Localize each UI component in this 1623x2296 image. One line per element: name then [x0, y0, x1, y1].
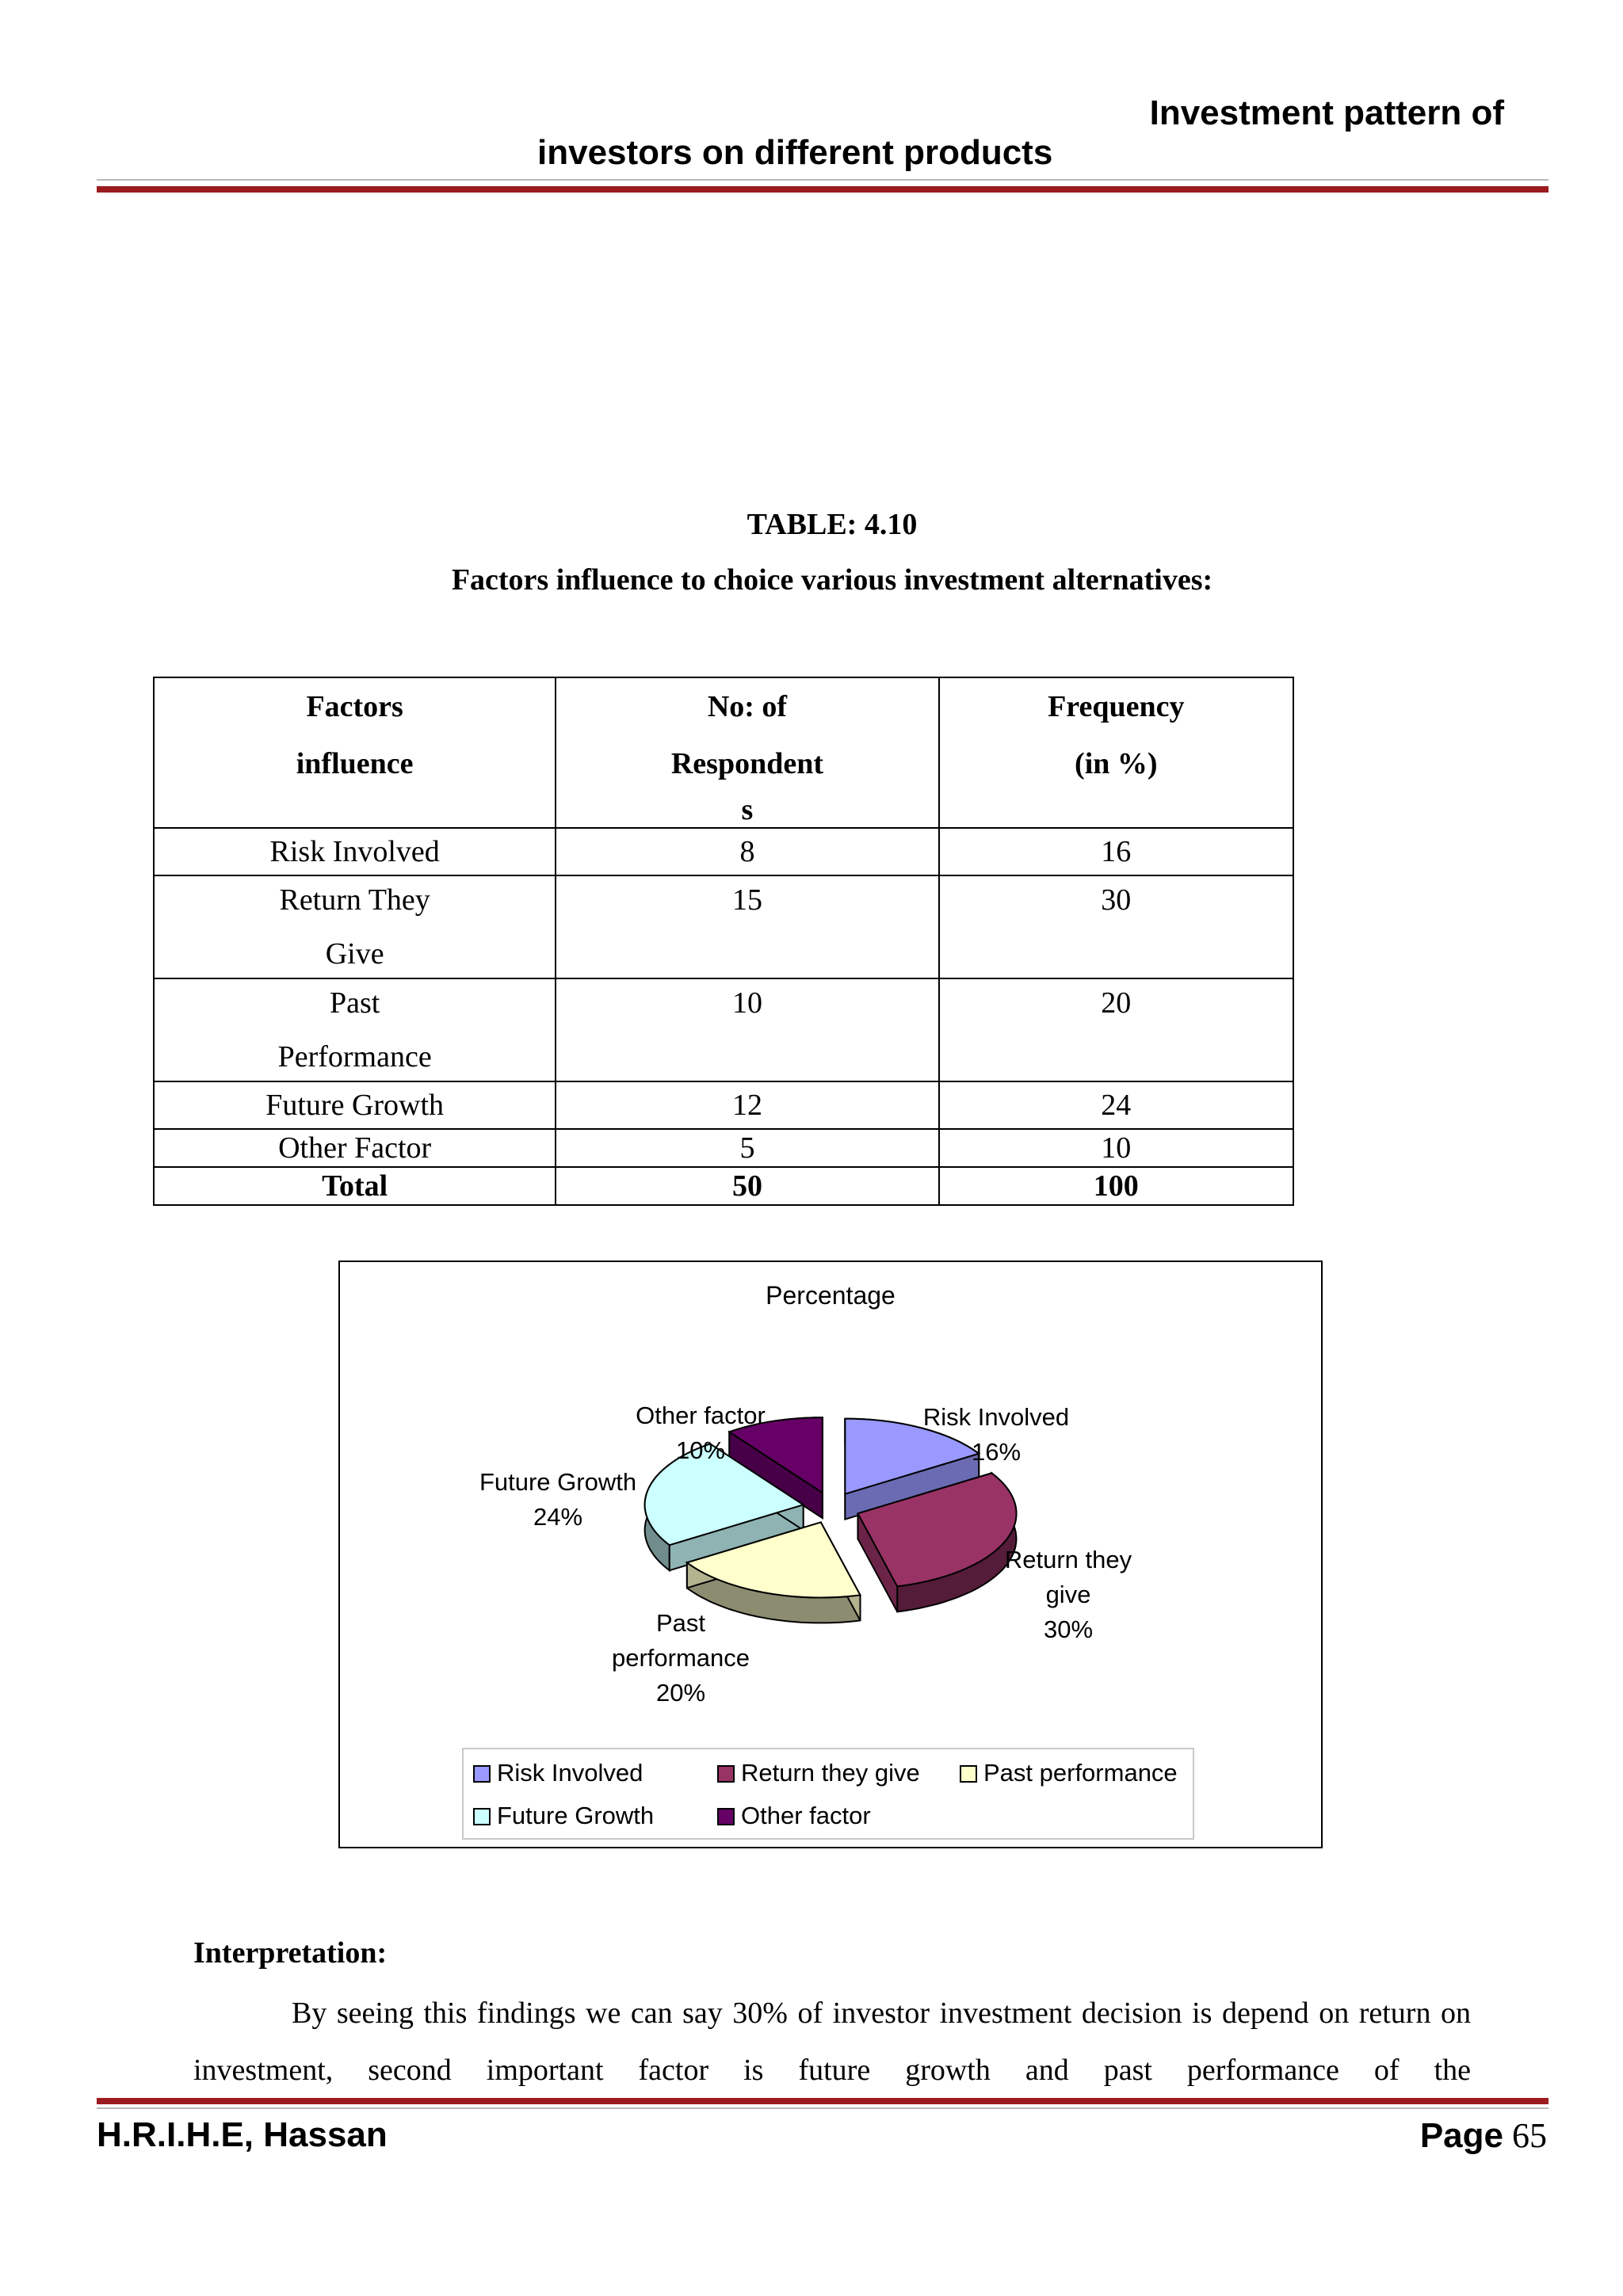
cell-frequency: 24: [939, 1081, 1293, 1129]
legend-item: [473, 1798, 654, 1833]
header-factors-l2: influence: [296, 747, 414, 780]
data-label-pct: 20%: [655, 1679, 706, 1707]
legend-label: Risk Involved: [497, 1759, 643, 1787]
cell-frequency: 20: [939, 978, 1293, 1081]
legend-swatch: [717, 1808, 735, 1825]
chart-title: Percentage: [766, 1281, 896, 1310]
cell-factor-l1: Return They: [279, 883, 430, 917]
data-label-pct: 16%: [971, 1438, 1022, 1466]
total-label: Total: [154, 1167, 556, 1205]
data-label-name-l2: performance: [611, 1644, 750, 1672]
table-row: [154, 978, 1293, 1081]
data-label-past-performance: [594, 1606, 768, 1711]
pie-chart: [338, 1261, 1323, 1848]
header-rule-thin: [97, 179, 1549, 181]
footer-rule-thin: [97, 2107, 1549, 2109]
data-label-name: Risk Involved: [922, 1403, 1070, 1431]
header-respondents: [556, 677, 938, 828]
data-label-name-l2: give: [1045, 1581, 1091, 1608]
header-respondents-l3: s: [741, 793, 754, 826]
header-factors: [154, 677, 556, 828]
table-row: [154, 1081, 1293, 1129]
data-label-pct: 10%: [675, 1436, 726, 1464]
legend-swatch: [473, 1808, 491, 1825]
data-label-name-l1: Past: [655, 1609, 706, 1637]
factors-table: [153, 677, 1294, 1206]
total-frequency: 100: [939, 1167, 1293, 1205]
footer-page: [1420, 2115, 1547, 2156]
legend-label: Past performance: [983, 1759, 1178, 1787]
legend-swatch: [960, 1765, 977, 1783]
legend-item: [717, 1756, 920, 1791]
legend-item: [960, 1756, 1178, 1791]
table-row: [154, 1129, 1293, 1167]
data-label-other-factor: [621, 1398, 780, 1468]
cell-respondents: 8: [556, 828, 938, 875]
chart-legend: [462, 1748, 1194, 1840]
table-title: TABLE: 4.10: [747, 508, 918, 541]
footer-institution: H.R.I.H.E, Hassan: [97, 2115, 388, 2154]
header-frequency: [939, 677, 1293, 828]
data-label-future-growth: [463, 1465, 653, 1535]
data-label-return-they-give: [993, 1543, 1144, 1647]
table-header-row: [154, 677, 1293, 828]
cell-factor: Other Factor: [154, 1129, 556, 1167]
cell-factor-l2: Give: [325, 937, 384, 971]
cell-respondents: 5: [556, 1129, 938, 1167]
data-label-name-l1: Return they: [1004, 1546, 1132, 1573]
legend-swatch: [473, 1765, 491, 1783]
table-row: [154, 875, 1293, 978]
cell-factor: Risk Involved: [154, 828, 556, 875]
table-caption: Factors influence to choice various investment alternatives:: [451, 563, 1213, 597]
header-title-line1: Investment pattern of: [1149, 93, 1504, 132]
cell-respondents: 12: [556, 1081, 938, 1129]
table-row: [154, 828, 1293, 875]
cell-factor-l1: Past: [329, 986, 380, 1020]
data-label-pct: 30%: [1043, 1615, 1094, 1643]
cell-factor: [154, 875, 556, 978]
table-total-row: [154, 1167, 1293, 1205]
interpretation-heading: Interpretation:: [193, 1936, 388, 1970]
cell-factor-l2: Performance: [277, 1040, 432, 1074]
cell-respondents: 15: [556, 875, 938, 978]
legend-swatch: [717, 1765, 735, 1783]
cell-factor: Future Growth: [154, 1081, 556, 1129]
cell-frequency: 30: [939, 875, 1293, 978]
legend-item: [717, 1798, 871, 1833]
total-respondents: 50: [556, 1167, 938, 1205]
data-label-risk-involved: [909, 1400, 1083, 1470]
footer-page-word: Page: [1419, 2116, 1503, 2155]
header-respondents-l2: Respondent: [670, 747, 824, 780]
header-frequency-l2: (in %): [1075, 747, 1158, 780]
data-label-name: Future Growth: [479, 1468, 637, 1496]
footer-rule-thick: [97, 2098, 1549, 2104]
cell-frequency: 16: [939, 828, 1293, 875]
data-label-name: Other factor: [636, 1402, 766, 1429]
header-rule-thick: [97, 186, 1549, 193]
cell-frequency: 10: [939, 1129, 1293, 1167]
header-title-line2: investors on different products: [537, 133, 1053, 172]
legend-label: Other factor: [741, 1802, 871, 1829]
header-respondents-l1: No: of: [707, 690, 788, 723]
cell-factor: [154, 978, 556, 1081]
footer-page-number: 65: [1512, 2116, 1547, 2155]
legend-label: Future Growth: [497, 1802, 655, 1829]
cell-respondents: 10: [556, 978, 938, 1081]
legend-item: [473, 1756, 643, 1791]
data-label-pct: 24%: [533, 1503, 583, 1531]
interpretation-paragraph: By seeing this findings we can say 30% of investor investment decision is depend on return on investment, second important factor is future growth and past performance of the: [193, 1997, 1471, 2087]
legend-label: Return they give: [741, 1759, 920, 1787]
header-factors-l1: Factors: [306, 690, 403, 723]
header-frequency-l1: Frequency: [1048, 690, 1185, 723]
